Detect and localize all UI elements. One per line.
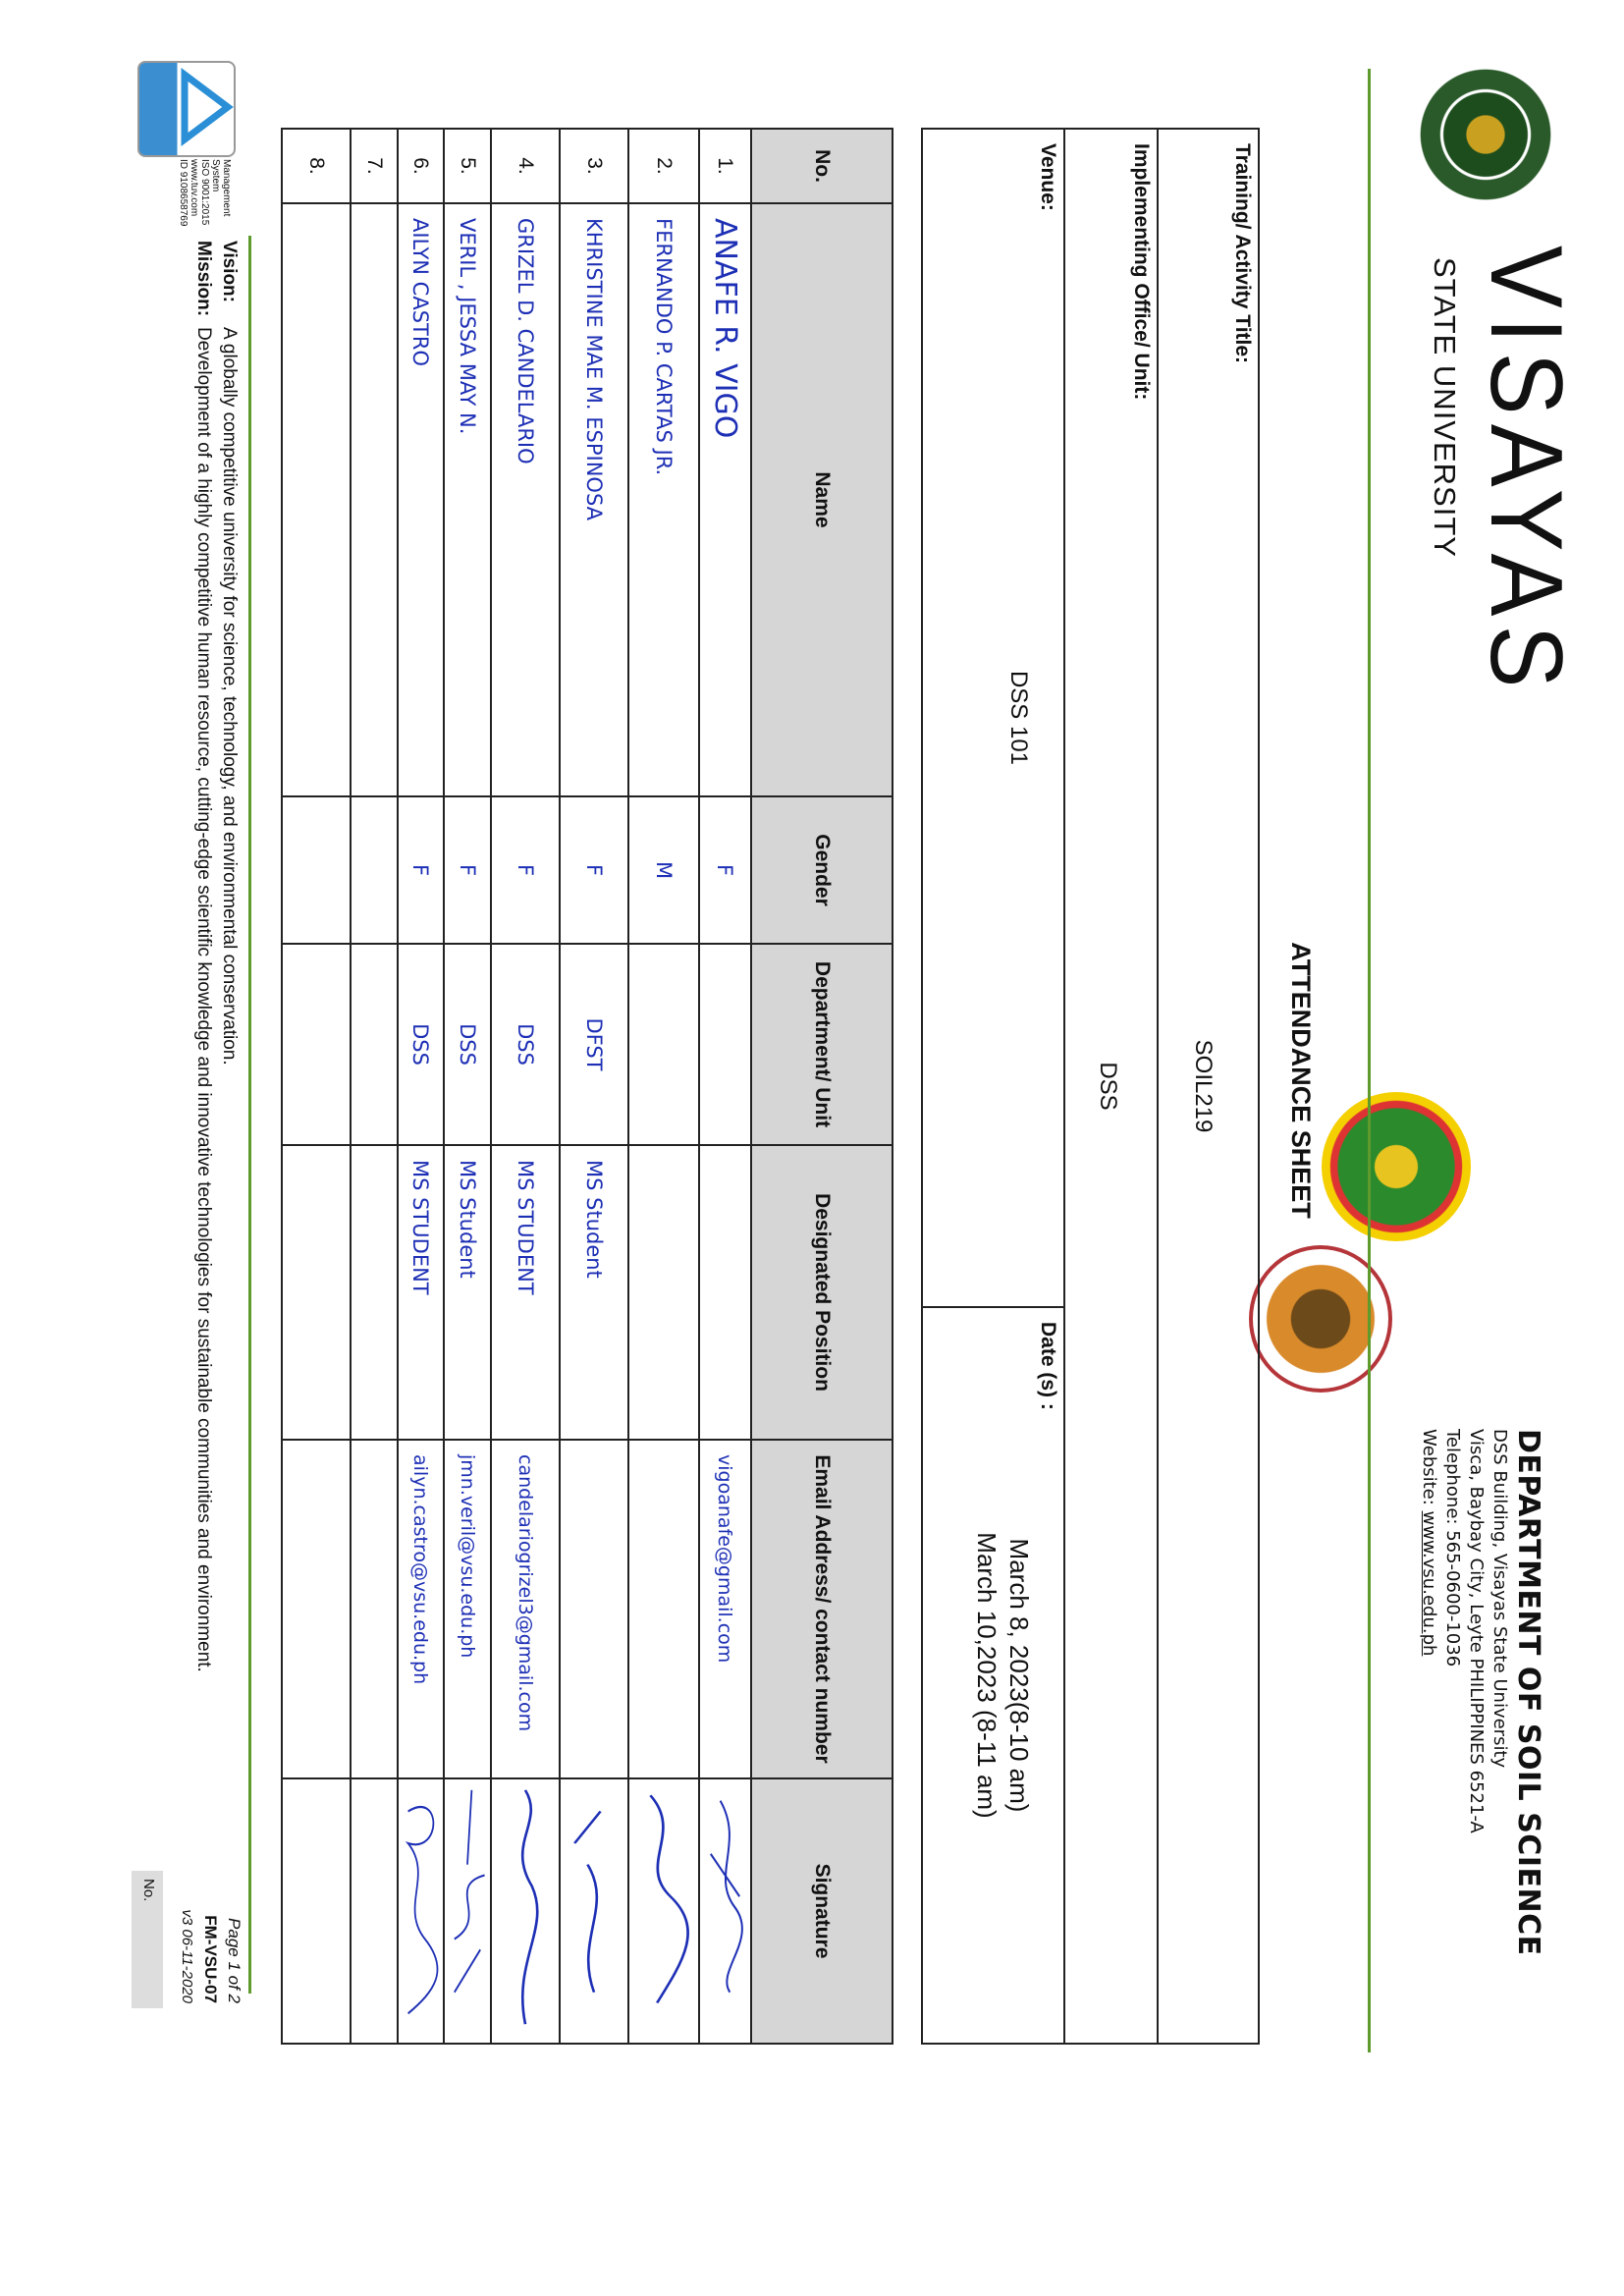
handwritten-signature: [446, 1779, 489, 2035]
handwritten-signature: [493, 1779, 558, 2035]
col-header-gender: Gender: [751, 796, 893, 944]
attendee-email: candelariogrizel3@gmail.com: [491, 1440, 560, 1778]
website-line: [1417, 1429, 1440, 1956]
venue-value: DSS 101: [1005, 670, 1032, 766]
date-value: March 8, 2023(8-10 am): [1004, 1538, 1034, 1813]
attendee-gender: [282, 796, 351, 944]
attendee-gender: M: [628, 796, 699, 944]
row-number: 2.: [628, 129, 699, 203]
vision-line: [216, 241, 242, 1672]
attendee-name: GRIZEL D. CANDELARIO: [491, 203, 560, 796]
page-number: Page 1 of 2: [225, 1918, 244, 2003]
telephone-line: Telephone: 565-0600-1036: [1442, 1429, 1463, 1667]
attendee-position: [628, 1145, 699, 1440]
training-title-label: Training/ Activity Title:: [1231, 143, 1254, 364]
training-title-cell: [1158, 129, 1259, 2044]
signature-cell: [628, 1778, 699, 2044]
col-header-department: Department/ Unit: [751, 944, 893, 1145]
university-seal-logo: [1412, 61, 1559, 208]
attendee-position: MS Student: [560, 1145, 628, 1440]
attendee-gender: F: [699, 796, 751, 944]
date-cell: [922, 1307, 1064, 2044]
col-header-no: No.: [751, 129, 893, 203]
cert-line: ISO 9001:2015: [199, 159, 210, 226]
attendee-email: [351, 1440, 398, 1778]
col-header-name: Name: [751, 203, 893, 796]
attendee-email: [628, 1440, 699, 1778]
attendee-department: DSS: [444, 944, 491, 1145]
table-row: [560, 129, 628, 2044]
signature-cell: [398, 1778, 444, 2044]
row-number: 3.: [560, 129, 628, 203]
form-version: v3 06-11-2020: [179, 1909, 195, 2003]
table-row: [699, 129, 751, 2044]
footer-divider: [248, 236, 251, 1994]
form-code: FM-VSU-07: [201, 1915, 220, 2003]
attendee-department: DSS: [398, 944, 444, 1145]
attendee-email: [560, 1440, 628, 1778]
handwritten-signature: [400, 1779, 442, 2035]
iso-certification-text: [178, 159, 232, 226]
university-name: VISAYAS: [1469, 246, 1583, 697]
attendee-position: MS STUDENT: [398, 1145, 444, 1440]
attendee-gender: F: [444, 796, 491, 944]
department-name: DEPARTMENT OF SOIL SCIENCE: [1511, 1429, 1545, 1956]
attendee-position: [699, 1145, 751, 1440]
implementing-office-label: Implementing Office/ Unit:: [1130, 143, 1153, 401]
col-header-email: Email Address/ contact number: [751, 1440, 893, 1778]
attendee-name: FERNANDO P. CARTAS JR.: [628, 203, 699, 796]
table-row: [282, 129, 351, 2044]
attendee-name: [282, 203, 351, 796]
attendee-position: MS STUDENT: [491, 1145, 560, 1440]
vision-mission: [190, 241, 242, 1672]
college-logo: [1322, 1092, 1471, 1241]
row-number: 7.: [351, 129, 398, 203]
department-seal-logo: [1249, 1245, 1392, 1393]
attendee-gender: F: [560, 796, 628, 944]
venue-cell: [922, 129, 1064, 1307]
table-header-row: [751, 129, 893, 2044]
attendee-name: AILYN CASTRO: [398, 203, 444, 796]
activity-info-table: [921, 128, 1260, 2045]
university-subtitle: STATE UNIVERSITY: [1428, 257, 1462, 558]
attendee-position: [351, 1145, 398, 1440]
cert-line: Management: [221, 159, 232, 217]
attendee-name: ANAFE R. VIGO: [699, 203, 751, 796]
signature-cell: [444, 1778, 491, 2044]
attendee-gender: F: [491, 796, 560, 944]
address-line: Visca, Baybay City, Leyte PHILIPPINES 6521-A: [1466, 1429, 1487, 1833]
attendee-name: KHRISTINE MAE M. ESPINOSA: [560, 203, 628, 796]
attendee-department: DSS: [491, 944, 560, 1145]
row-number: 5.: [444, 129, 491, 203]
table-row: [444, 129, 491, 2044]
table-row: [491, 129, 560, 2044]
table-row: [398, 129, 444, 2044]
cert-line: www.tuv.com: [189, 159, 199, 217]
signature-cell: [491, 1778, 560, 2044]
mission-text: Development of a highly competitive human resource, cutting-edge scientific knowledge and innovative technologies for sustainable communities and environment.: [193, 327, 214, 1672]
row-number: 4.: [491, 129, 560, 203]
address-line: DSS Building, Visayas State University: [1489, 1429, 1510, 1769]
venue-label: Venue:: [1037, 143, 1059, 211]
implementing-office-cell: [1064, 129, 1158, 2044]
row-number: 6.: [398, 129, 444, 203]
signature-cell: [351, 1778, 398, 2044]
website-link[interactable]: www.vsu.edu.ph: [1419, 1510, 1439, 1657]
attendee-email: ailyn.castro@vsu.edu.ph: [398, 1440, 444, 1778]
handwritten-signature: [562, 1779, 626, 2035]
page-title: ATTENDANCE SHEET: [1286, 942, 1316, 1219]
cert-line: System: [210, 159, 221, 192]
attendee-gender: F: [398, 796, 444, 944]
table-row: [628, 129, 699, 2044]
date-value: March 10,2023 (8-11 am): [972, 1532, 1001, 1819]
department-header: [1417, 1429, 1545, 1956]
handwritten-signature: [630, 1779, 697, 2035]
handwritten-signature: [701, 1779, 749, 2035]
attendee-name: [351, 203, 398, 796]
attendee-position: MS Student: [444, 1145, 491, 1440]
signature-cell: [282, 1778, 351, 2044]
website-label: Website:: [1419, 1429, 1439, 1511]
date-label: Date (s) :: [1037, 1322, 1059, 1410]
signature-cell: [560, 1778, 628, 2044]
attendee-email: [282, 1440, 351, 1778]
implementing-office-value: DSS: [1095, 1062, 1121, 1111]
attendee-email: vigoanafe@gmail.com: [699, 1440, 751, 1778]
attendance-table: [281, 128, 893, 2045]
attendee-department: [699, 944, 751, 1145]
form-info: [175, 1846, 245, 2003]
training-title-value: SOIL219: [1190, 1039, 1217, 1133]
tuv-certified-logo: [137, 61, 236, 157]
col-header-signature: Signature: [751, 1778, 893, 2044]
document-number-box: No.: [132, 1871, 163, 2008]
mission-line: [190, 241, 216, 1672]
col-header-position: Designated Position: [751, 1145, 893, 1440]
row-number: 1.: [699, 129, 751, 203]
attendee-email: jmn.veril@vsu.edu.ph: [444, 1440, 491, 1778]
attendee-department: [351, 944, 398, 1145]
attendee-department: DFST: [560, 944, 628, 1145]
signature-cell: [699, 1778, 751, 2044]
vision-text: A globally competitive university for science, technology, and environmental conservation.: [219, 327, 240, 1066]
tuv-triangle-icon: [179, 63, 234, 151]
mission-label: Mission:: [193, 241, 214, 317]
vision-label: Vision:: [219, 241, 240, 302]
attendee-position: [282, 1145, 351, 1440]
attendee-gender: [351, 796, 398, 944]
row-number: 8.: [282, 129, 351, 203]
attendee-name: VERIL , JESSA MAY N.: [444, 203, 491, 796]
attendee-department: [628, 944, 699, 1145]
cert-line: ID 9108658769: [178, 159, 189, 227]
header-divider: [1368, 69, 1371, 2052]
attendee-department: [282, 944, 351, 1145]
table-row: [351, 129, 398, 2044]
